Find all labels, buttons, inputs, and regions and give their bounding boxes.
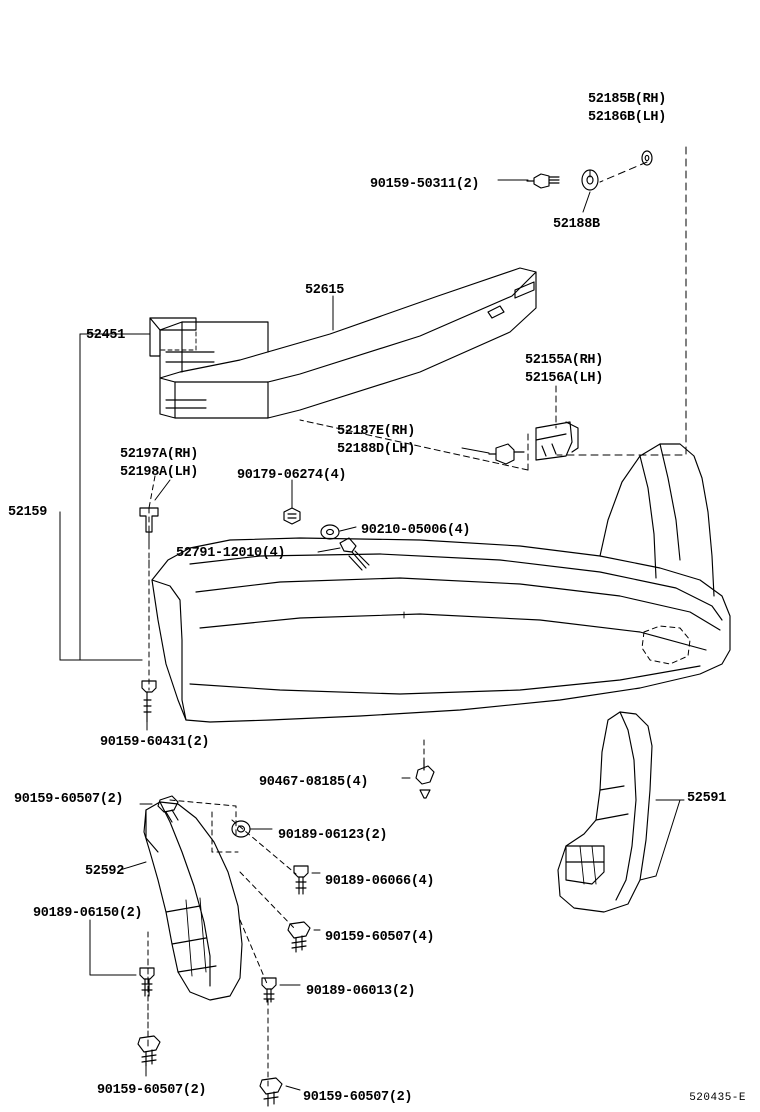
part-label-90467-08185: 90467-08185(4) (259, 775, 369, 790)
part-label-52197a: 52197A(RH) (120, 447, 199, 462)
part-label-52615: 52615 (305, 283, 345, 298)
part-label-52155a: 52155A(RH) (525, 353, 604, 368)
part-label-52186b: 52186B(LH) (588, 110, 667, 125)
part-label-52185b: 52185B(RH) (588, 92, 667, 107)
part-label-52188d: 52188D(LH) (337, 442, 416, 457)
part-label-90189-06013: 90189-06013(2) (306, 984, 416, 999)
part-label-90159-60431: 90159-60431(2) (100, 735, 210, 750)
part-label-90159-60507-mid: 90159-60507(4) (325, 930, 435, 945)
part-label-52159: 52159 (8, 505, 48, 520)
part-label-52592: 52592 (85, 864, 125, 879)
diagram-footer-code: 520435-E (689, 1092, 746, 1104)
part-label-90159-60507-lower-left: 90159-60507(2) (97, 1083, 207, 1098)
part-label-90189-06066: 90189-06066(4) (325, 874, 435, 889)
part-label-52791-12010: 52791-12010(4) (176, 546, 286, 561)
part-label-52188b: 52188B (553, 217, 600, 232)
part-label-90189-06150: 90189-06150(2) (33, 906, 143, 921)
part-label-52187e: 52187E(RH) (337, 424, 416, 439)
part-label-52198a: 52198A(LH) (120, 465, 199, 480)
part-label-90210-05006: 90210-05006(4) (361, 523, 471, 538)
part-label-52451: 52451 (86, 328, 126, 343)
part-label-90159-60507-upper: 90159-60507(2) (14, 792, 124, 807)
part-label-90159-50311: 90159-50311(2) (370, 177, 480, 192)
part-label-90159-60507-bottom: 90159-60507(2) (303, 1090, 413, 1105)
part-label-52591: 52591 (687, 791, 727, 806)
part-label-90179-06274: 90179-06274(4) (237, 468, 347, 483)
part-label-90189-06123: 90189-06123(2) (278, 828, 388, 843)
part-label-52156a: 52156A(LH) (525, 371, 604, 386)
